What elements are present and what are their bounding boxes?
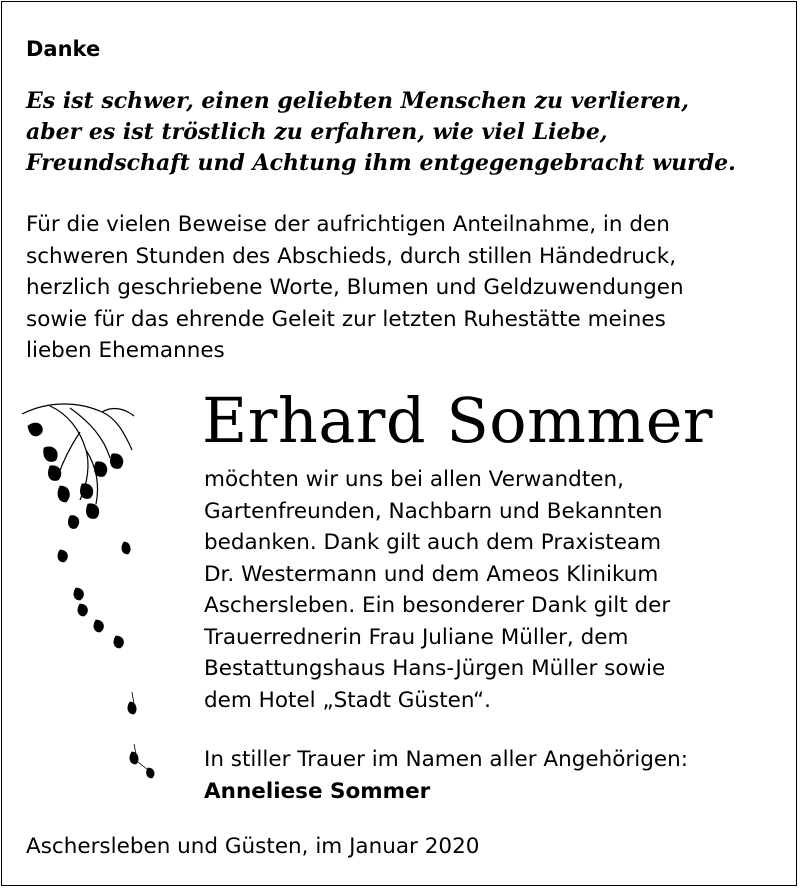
mourning-line: In stiller Trauer im Namen aller Angehörigen: [204, 747, 688, 772]
intro-line: sowie für das ehrende Geleit zur letzten Ruhestätte meines [26, 306, 666, 332]
thanks-line: bedanken. Dank gilt auch dem Praxisteam [204, 530, 662, 555]
thanks-line: Dr. Westermann und dem Ameos Klinikum [204, 561, 659, 587]
signer-name: Anneliese Sommer [204, 778, 431, 804]
thanks-line: Trauerrednerin Frau Juliane Müller, dem [204, 624, 629, 650]
intro-line: schweren Stunden des Abschieds, durch stillen Händedruck, [26, 243, 677, 269]
falling-leaves-branch-icon [20, 392, 170, 792]
thanks-line: Aschersleben. Ein besonderer Dank gilt der [204, 593, 671, 618]
obituary-notice [1, 1, 797, 886]
thanks-paragraph [204, 464, 784, 716]
intro-line: lieben Ehemannes [26, 338, 225, 363]
thanks-line: Bestattungshaus Hans-Jürgen Müller sowie [204, 656, 666, 681]
quote-line: aber es ist tröstlich zu erfahren, wie viel Liebe, [26, 119, 608, 145]
intro-line: Für die vielen Beweise der aufrichtigen Anteilnahme, in den [26, 212, 670, 237]
heading: Danke [26, 37, 101, 61]
thanks-line: möchten wir uns bei allen Verwandten, [204, 467, 624, 492]
place-date: Aschersleben und Güsten, im Januar 2020 [26, 834, 480, 859]
thanks-line: Gartenfreunden, Nachbarn und Bekannten [204, 498, 663, 524]
quote-line: Es ist schwer, einen geliebten Menschen zu verlieren, [26, 88, 689, 114]
intro-paragraph [26, 209, 786, 367]
quote-line: Freundschaft und Achtung ihm entgegengebracht wurde. [26, 150, 736, 176]
mourning-block [204, 744, 784, 807]
quote [26, 86, 786, 179]
intro-line: herzlich geschriebene Worte, Blumen und Geldzuwendungen [26, 275, 684, 300]
thanks-line: dem Hotel „Stadt Güsten“. [204, 687, 491, 713]
deceased-name: Erhard Sommer [202, 384, 714, 457]
